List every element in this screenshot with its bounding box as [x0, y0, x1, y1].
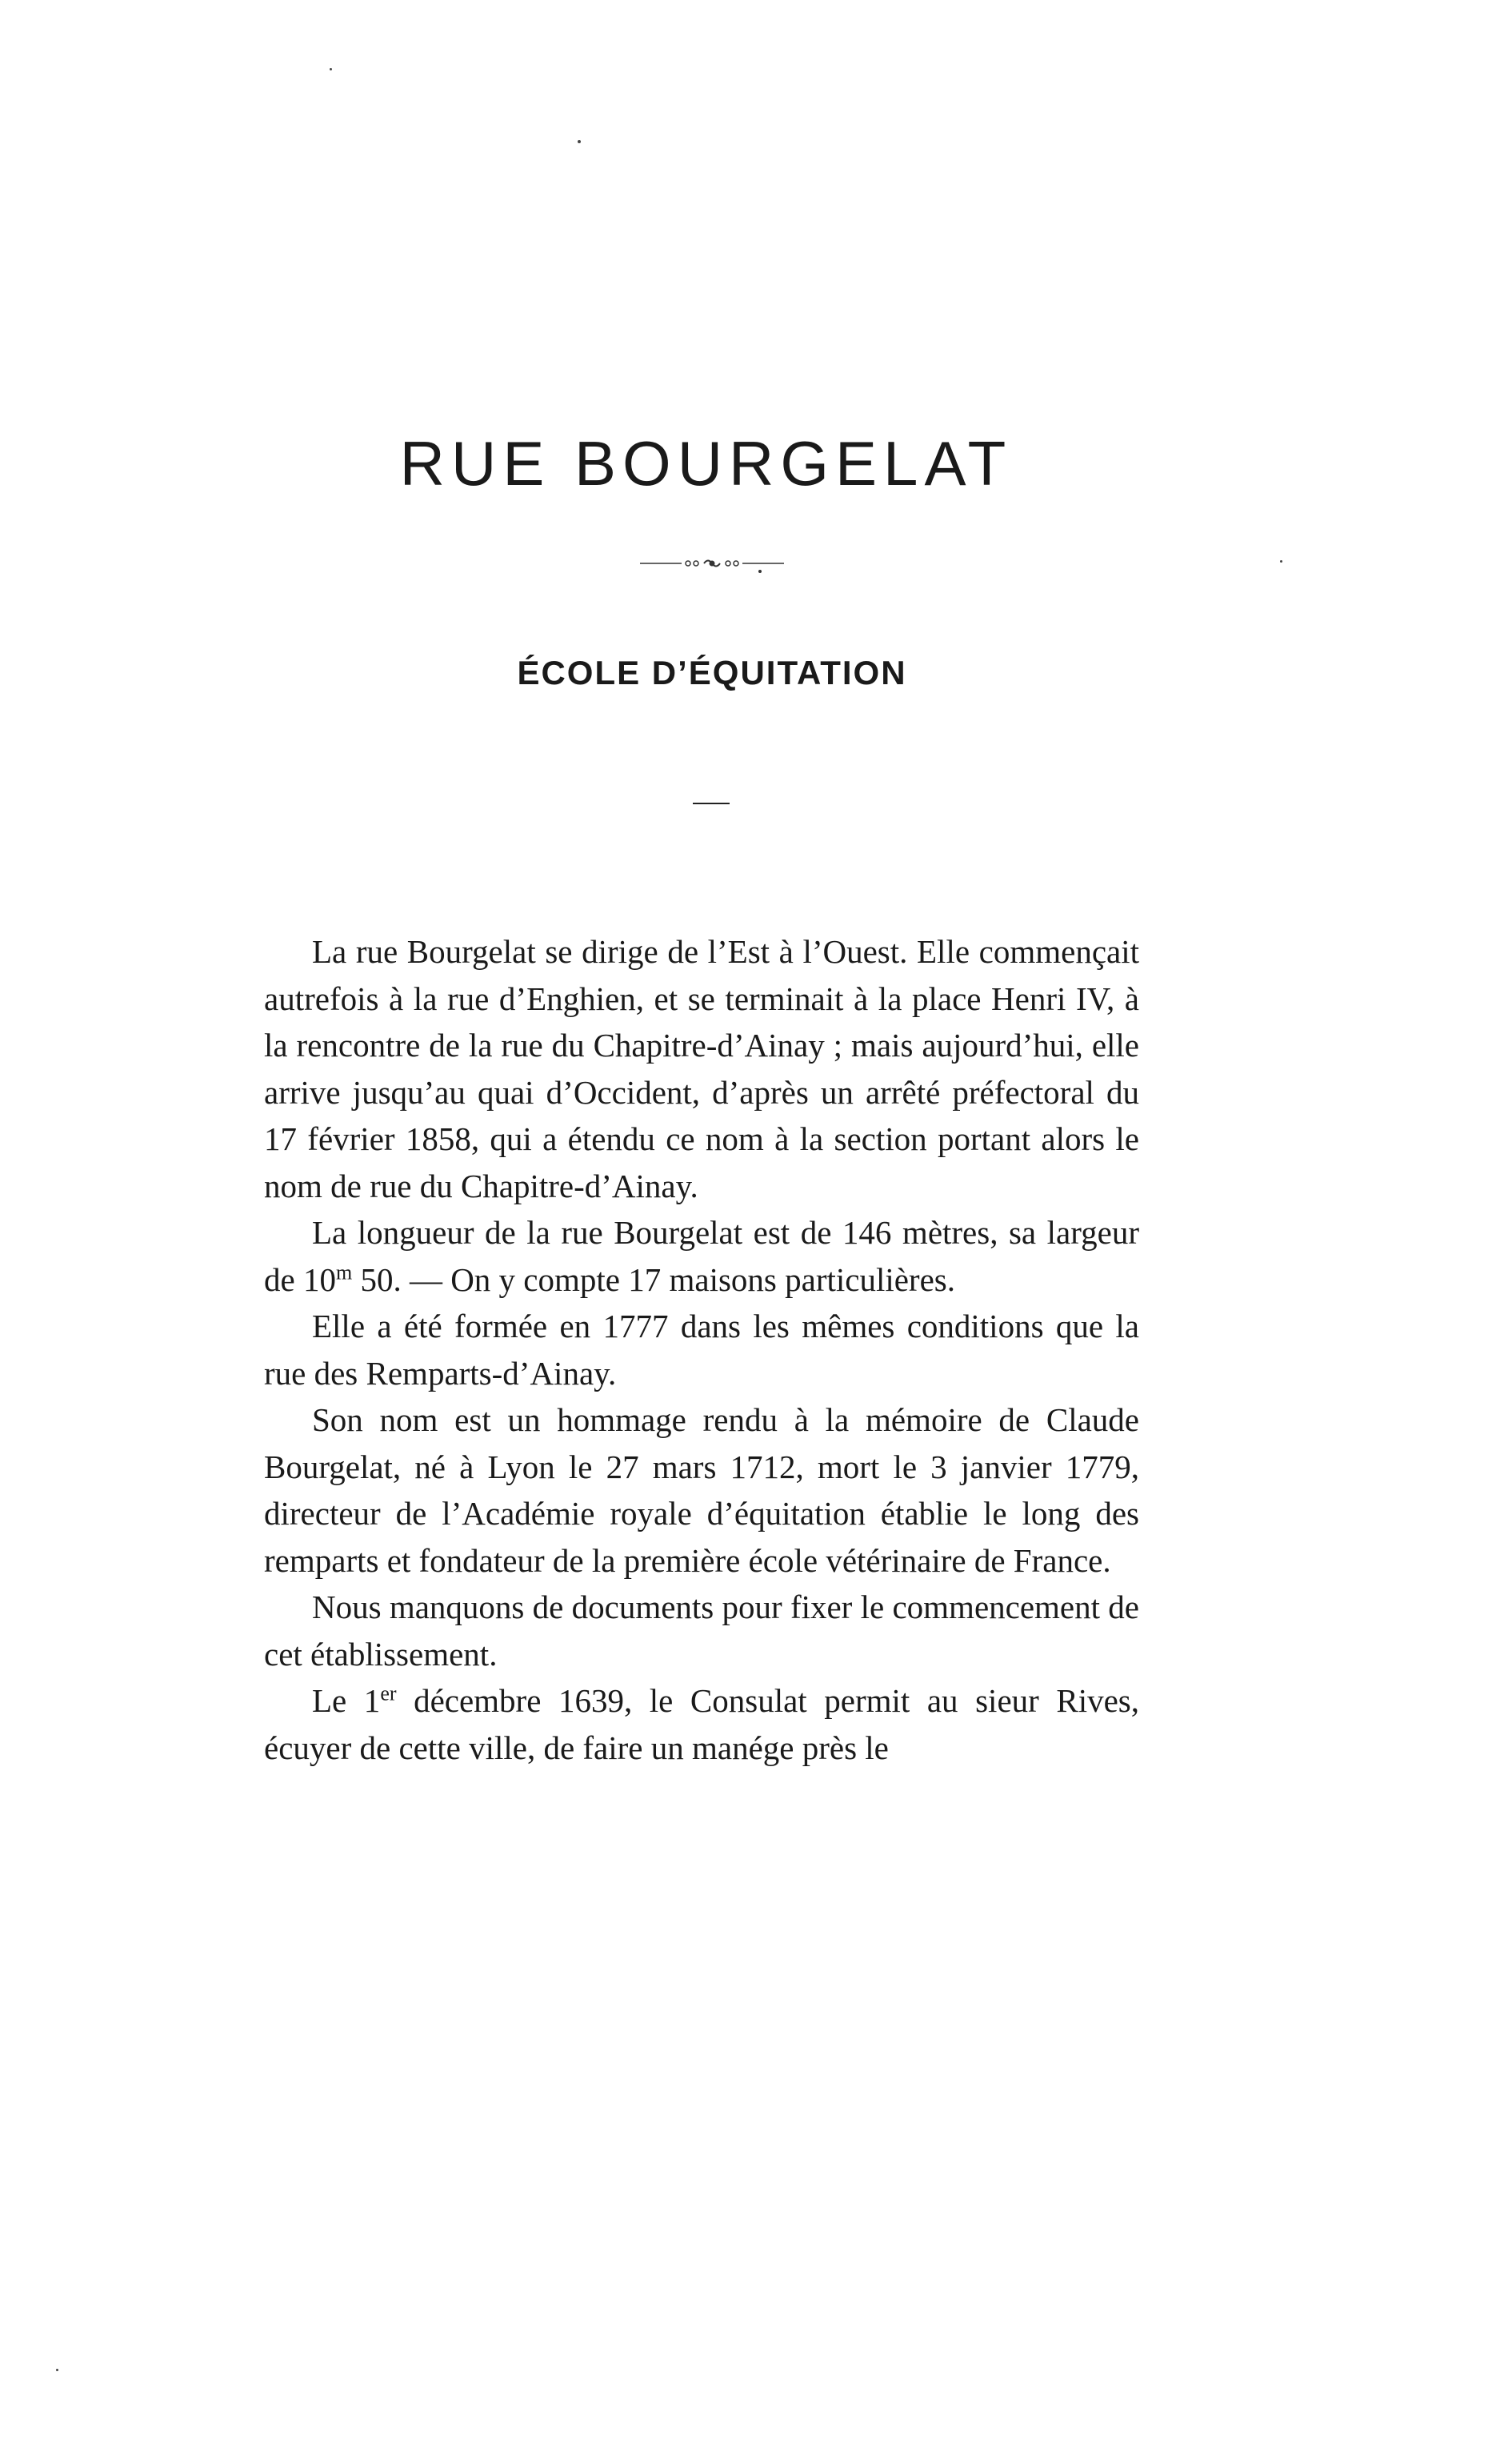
body-text — [264, 928, 1139, 1771]
paragraph-2-after: 50. — On y compte 17 maisons particulières. — [352, 1260, 955, 1298]
paragraph-5: Nous manquons de documents pour fixer le commencement de cet établissement. — [264, 1589, 1139, 1673]
ornament-divider — [632, 552, 792, 576]
print-speck — [330, 68, 332, 70]
paragraph-6-superscript: er — [380, 1681, 397, 1705]
paragraph-2-superscript: m — [335, 1260, 353, 1284]
print-speck — [578, 140, 581, 143]
page-title: RUE BOURGELAT — [399, 428, 1013, 499]
paragraph-3: Elle a été formée en 1777 dans les mêmes conditions que la rue des Remparts-d’Ainay. — [264, 1308, 1139, 1392]
paragraph-2-before: La longueur de la rue Bourgelat est de 146 mètres, sa largeur de 10 — [264, 1214, 1139, 1298]
paragraph-6-after: décembre 1639, le Consulat permit au sieur Rives, écuyer de cette ville, de faire un manége près le — [264, 1682, 1139, 1766]
paragraph-4: Son nom est un hommage rendu à la mémoire de Claude Bourgelat, né à Lyon le 27 mars 1712, mort le 3 janvier 1779, directeur de l’Académie royale d’équitation établie le long des remparts et fondateur de la première école vétérinaire de France. — [264, 1401, 1139, 1579]
short-rule — [693, 803, 730, 804]
paragraph-2 — [264, 1209, 1139, 1303]
paragraph-1: La rue Bourgelat se dirige de l’Est à l’Ouest. Elle commençait autrefois à la rue d’Enghien, et se terminait à la place Henri IV, à la rencontre de la rue du Chapitre-d’Ainay ; mais aujourd’hui, elle arrive jusqu’au quai d’Occident, d’après un arrêté préfectoral du 17 février 1858, qui a étendu ce nom à la section portant alors le nom de rue du Chapitre-d’Ainay. — [264, 933, 1139, 1204]
print-speck — [1280, 560, 1282, 563]
print-speck — [56, 2369, 58, 2371]
paragraph-6 — [264, 1677, 1139, 1771]
section-subtitle: ÉCOLE D’ÉQUITATION — [517, 654, 907, 691]
paragraph-6-before: Le 1 — [312, 1682, 381, 1719]
